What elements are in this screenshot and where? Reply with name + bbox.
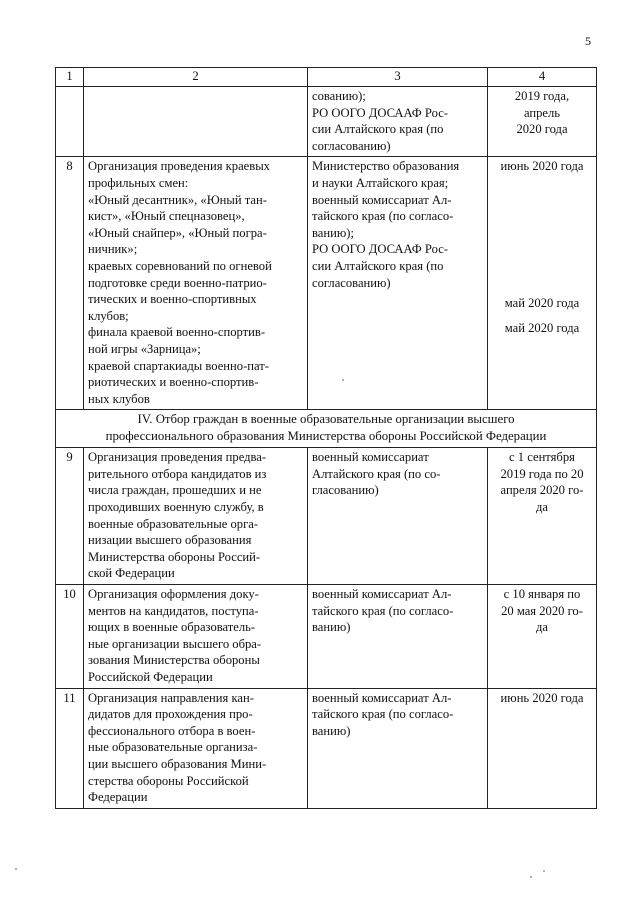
cell-executor (308, 87, 488, 157)
continuation-row (56, 87, 597, 157)
cell-activity (84, 157, 308, 410)
scan-speck (543, 870, 545, 872)
cell-num: 9 (56, 448, 84, 585)
text-line: ции высшего образования Мини- (88, 756, 267, 771)
text-line: Организация оформления доку- (88, 587, 259, 602)
text-line: ской Федерации (88, 566, 175, 581)
header-col-2: 2 (84, 68, 308, 87)
text-line: тайского края (по согласо- (312, 707, 454, 722)
cell-deadline (488, 448, 597, 585)
text-line: Организация проведения предва- (88, 450, 267, 465)
text-line: ничник»; (88, 242, 138, 257)
text-line: Организация проведения краевых (88, 159, 270, 174)
text-line: ющих в военные образователь- (88, 620, 256, 635)
text-line: ной игры «Зарница»; (88, 341, 201, 356)
text-line: военный комиссариат (312, 450, 429, 465)
text-line: военный комиссариат Ал- (312, 587, 452, 602)
cell-executor (308, 448, 488, 585)
text-line: ные организации высшего обра- (88, 636, 262, 651)
text-line: сии Алтайского края (по (312, 122, 444, 137)
text-line: согласованию) (312, 275, 391, 290)
plan-table (55, 67, 597, 809)
text-line: Министерства обороны Россий- (88, 549, 261, 564)
text-line: ные образовательные организа- (88, 740, 258, 755)
cell-num: 10 (56, 585, 84, 689)
text-line: ванию); (312, 225, 354, 240)
cell-num: 11 (56, 688, 84, 808)
text-line: да (536, 500, 548, 515)
text-line: тайского края (по согласо- (312, 209, 454, 224)
text-line: зования Министерства обороны (88, 653, 260, 668)
text-line: проходивших военную службу, в (88, 500, 264, 515)
table-row-8 (56, 157, 597, 410)
text-line: краевой спартакиады военно-пат- (88, 358, 269, 373)
text-line: и науки Алтайского края; (312, 175, 449, 190)
text-line: 20 мая 2020 го- (501, 603, 583, 618)
text-line: ванию) (312, 723, 351, 738)
cell-deadline: июнь 2020 года (488, 688, 597, 808)
table-row-9 (56, 448, 597, 585)
text-line: дидатов для прохождения про- (88, 707, 253, 722)
table-row-10 (56, 585, 597, 689)
text-line: апреля 2020 го- (500, 483, 584, 498)
header-col-3: 3 (308, 68, 488, 87)
text-line: профессионального образования Министерства обороны Российской Федерации (105, 429, 547, 444)
cell-deadline (488, 157, 597, 410)
cell-activity (84, 448, 308, 585)
text-line: 2019 года по 20 (500, 466, 584, 481)
spacer (492, 312, 592, 320)
cell-deadline (488, 87, 597, 157)
cell-executor (308, 585, 488, 689)
text-line: 2019 года, (514, 89, 570, 103)
text-line: ванию) (312, 620, 351, 635)
text-line: сии Алтайского края (по (312, 258, 444, 273)
header-col-1: 1 (56, 68, 84, 87)
scan-speck (15, 868, 17, 870)
cell-executor (308, 157, 488, 410)
text-line: финала краевой военно-спортив- (88, 325, 266, 340)
text-line: Министерство образования (312, 159, 460, 174)
text-line: апрель (523, 105, 561, 120)
text-line: с 1 сентября (509, 450, 575, 465)
cell-num: 8 (56, 157, 84, 410)
text-line: краевых соревнований по огневой (88, 258, 272, 273)
section-iv-heading-row (56, 410, 597, 448)
table-header-row (56, 68, 597, 87)
text-line: 2020 года (516, 122, 568, 137)
spacer (492, 175, 592, 295)
page-number: 5 (585, 34, 591, 48)
text-line: низации высшего образования (88, 533, 252, 548)
text-line: рительного отбора кандидатов из (88, 466, 267, 481)
scan-speck (530, 876, 532, 878)
text-line: гласованию) (312, 483, 379, 498)
text-line: тайского края (по согласо- (312, 603, 454, 618)
text-line: профильных смен: (88, 175, 189, 190)
cell-activity (84, 87, 308, 157)
text-line: ных клубов (88, 391, 150, 406)
text-line: числа граждан, прошедших и не (88, 483, 262, 498)
text-line: клубов; (88, 308, 129, 323)
text-line: РО ООГО ДОСААФ Рос- (312, 242, 448, 257)
text-line: май 2020 года (504, 295, 580, 310)
cell-num (56, 87, 84, 157)
cell-activity (84, 688, 308, 808)
text-line: военный комиссариат Ал- (312, 690, 452, 705)
scan-speck (342, 379, 344, 381)
cell-deadline (488, 585, 597, 689)
text-line: фессионального отбора в воен- (88, 723, 256, 738)
text-line: риотических и военно-спортив- (88, 375, 259, 390)
text-line: «Юный десантник», «Юный тан- (88, 192, 267, 207)
cell-activity (84, 585, 308, 689)
text-line: ментов на кандидатов, поступа- (88, 603, 259, 618)
text-line: согласованию) (312, 138, 391, 153)
text-line: тических и военно-спортивных (88, 292, 257, 307)
text-line: Организация направления кан- (88, 690, 254, 705)
text-line: с 10 января по (503, 587, 581, 602)
text-line: Алтайского края (по со- (312, 466, 441, 481)
header-col-4: 4 (488, 68, 597, 87)
cell-executor (308, 688, 488, 808)
text-line: Федерации (88, 790, 148, 805)
text-line: подготовке среди военно-патрио- (88, 275, 267, 290)
text-line: военные образовательные орга- (88, 516, 259, 531)
text-line: сованию); (312, 89, 366, 103)
text-line: июнь 2020 года (500, 159, 584, 174)
text-line: да (536, 620, 548, 635)
table-row-11 (56, 688, 597, 808)
text-line: стерства обороны Российской (88, 773, 249, 788)
text-line: Российской Федерации (88, 670, 213, 684)
section-heading (56, 410, 597, 448)
text-line: военный комиссариат Ал- (312, 192, 452, 207)
text-line: РО ООГО ДОСААФ Рос- (312, 105, 448, 120)
text-line: «Юный снайпер», «Юный погра- (88, 225, 267, 240)
text-line: кист», «Юный спецназовец», (88, 209, 245, 224)
text-line: май 2020 года (504, 320, 580, 335)
text-line: IV. Отбор граждан в военные образовательные организации высшего (137, 412, 515, 427)
